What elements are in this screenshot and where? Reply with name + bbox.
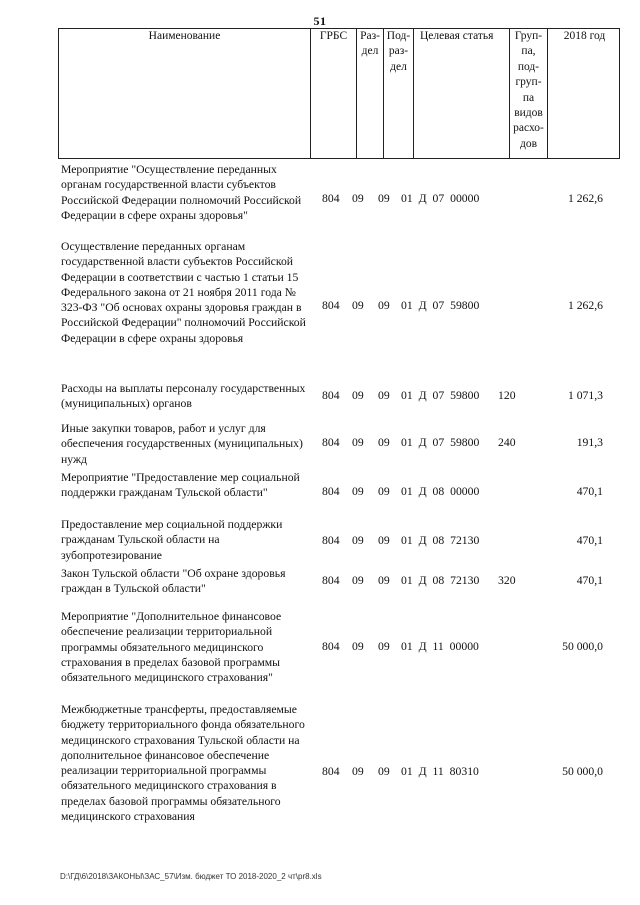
- row-amount: 470,1: [576, 485, 603, 498]
- header-grbs: [310, 29, 356, 158]
- header-razdel: [356, 29, 383, 158]
- row-grbs: 804: [322, 765, 340, 778]
- row-razdel: 09: [352, 436, 364, 449]
- header-year: [547, 29, 621, 158]
- row-name: Мероприятие "Предоставление мер социальной поддержки гражданам Тульской области": [61, 471, 300, 500]
- row-grbs: 804: [322, 436, 340, 449]
- row-podrazdel: 09: [378, 640, 390, 653]
- row-razdel: 09: [352, 192, 364, 205]
- row-razdel: 09: [352, 485, 364, 498]
- header-target-label: Целевая статья: [420, 30, 494, 42]
- row-name: Иные закупки товаров, работ и услуг для обеспечения государственных (муниципальных) нужд: [61, 422, 303, 466]
- header-podrazdel: [383, 29, 413, 158]
- row-grbs: 804: [322, 192, 340, 205]
- row-target: 01 Д 07 59800: [401, 436, 480, 449]
- row-target: 01 Д 07 59800: [401, 299, 480, 312]
- header-podrazdel-line: Под-: [386, 30, 411, 42]
- row-podrazdel: 09: [378, 389, 390, 402]
- row-name: Расходы на выплаты персоналу государственных (муниципальных) органов: [61, 382, 306, 411]
- row-target: 01 Д 08 72130: [401, 574, 480, 587]
- row-target: 01 Д 07 00000: [401, 192, 480, 205]
- row-target: 01 Д 11 80310: [401, 765, 479, 778]
- row-razdel: 09: [352, 389, 364, 402]
- header-group-line: видов: [514, 107, 543, 120]
- header-grbs-label: ГРБС: [319, 30, 348, 42]
- header-group-line: под-: [517, 60, 540, 73]
- header-group-line: Груп-: [514, 30, 543, 42]
- row-target: 01 Д 07 59800: [401, 389, 480, 402]
- row-grbs: 804: [322, 640, 340, 653]
- row-group: 320: [498, 574, 516, 587]
- row-razdel: 09: [352, 534, 364, 547]
- header-razdel-line: Раз-: [360, 30, 380, 42]
- header-group-line: груп-: [515, 76, 542, 89]
- row-podrazdel: 09: [378, 765, 390, 778]
- header-target: [413, 29, 509, 158]
- row-group: 240: [498, 436, 516, 449]
- row-razdel: 09: [352, 299, 364, 312]
- row-grbs: 804: [322, 485, 340, 498]
- row-grbs: 804: [322, 574, 340, 587]
- header-year-label: 2018 год: [563, 30, 606, 42]
- row-podrazdel: 09: [378, 485, 390, 498]
- row-grbs: 804: [322, 389, 340, 402]
- row-podrazdel: 09: [378, 192, 390, 205]
- row-podrazdel: 09: [378, 574, 390, 587]
- row-target: 01 Д 08 72130: [401, 534, 480, 547]
- header-group: [509, 29, 547, 158]
- row-name: Мероприятие "Дополнительное финансовое обеспечение реализации территориальной программы обязательного медицинского страхования в пределах базовой программы обязательного медицинского страхования": [61, 610, 282, 685]
- row-podrazdel: 09: [378, 534, 390, 547]
- header-podrazdel-line: дел: [390, 60, 407, 73]
- row-amount: 470,1: [576, 574, 603, 587]
- file-path-footer: D:\ГД\6\2018\ЗАКОНЫ\ЗАС_57\Изм. бюджет ТО 2018-2020_2 чт\pr8.xls: [60, 872, 322, 881]
- row-name: Осуществление переданных органам государственной власти субъектов Российской Федерации в соответствии с частью 1 статьи 15 Федерального закона от 21 ноября 2011 года № 323-ФЗ "Об основах охраны здоровья граждан в Российской Федерации" полномочий Российской Федерации в сфере охраны здоровья: [61, 240, 306, 345]
- row-razdel: 09: [352, 765, 364, 778]
- table-header: [58, 28, 620, 159]
- row-razdel: 09: [352, 574, 364, 587]
- row-amount: 50 000,0: [562, 765, 603, 778]
- row-amount: 50 000,0: [562, 640, 603, 653]
- header-name-label: Наименование: [148, 30, 221, 42]
- header-name: [59, 29, 310, 158]
- header-group-line: па: [522, 91, 535, 104]
- row-name: Мероприятие "Осуществление переданных органам государственной власти субъектов Российской Федерации полномочий Российской Федерации в сфере охраны здоровья": [61, 163, 302, 222]
- row-target: 01 Д 11 00000: [401, 640, 479, 653]
- row-amount: 1 262,6: [567, 299, 603, 312]
- row-group: 120: [498, 389, 516, 402]
- header-group-line: дов: [519, 137, 538, 150]
- row-razdel: 09: [352, 640, 364, 653]
- header-podrazdel-line: раз-: [388, 45, 409, 58]
- row-amount: 191,3: [576, 436, 603, 449]
- row-target: 01 Д 08 00000: [401, 485, 480, 498]
- header-razdel-line: дел: [361, 45, 379, 58]
- row-name: Межбюджетные трансферты, предоставляемые бюджету территориального фонда обязательного медицинского страхования Тульской области на дополнительное финансовое обеспечение реализации территориальной программы обязательного медицинского страхования в пределах базовой программы обязательного медицинского страхования: [61, 703, 305, 824]
- row-podrazdel: 09: [378, 299, 390, 312]
- header-group-line: расхо-: [513, 122, 544, 135]
- row-amount: 470,1: [576, 534, 603, 547]
- row-grbs: 804: [322, 299, 340, 312]
- row-name: Закон Тульской области "Об охране здоровья граждан в Тульской области": [61, 567, 286, 596]
- header-group-line: па,: [521, 45, 536, 58]
- row-podrazdel: 09: [378, 436, 390, 449]
- row-name: Предоставление мер социальной поддержки гражданам Тульской области на зубопротезирование: [61, 518, 283, 562]
- page-number: 51: [313, 14, 327, 28]
- row-grbs: 804: [322, 534, 340, 547]
- row-amount: 1 262,6: [567, 192, 603, 205]
- row-amount: 1 071,3: [567, 389, 603, 402]
